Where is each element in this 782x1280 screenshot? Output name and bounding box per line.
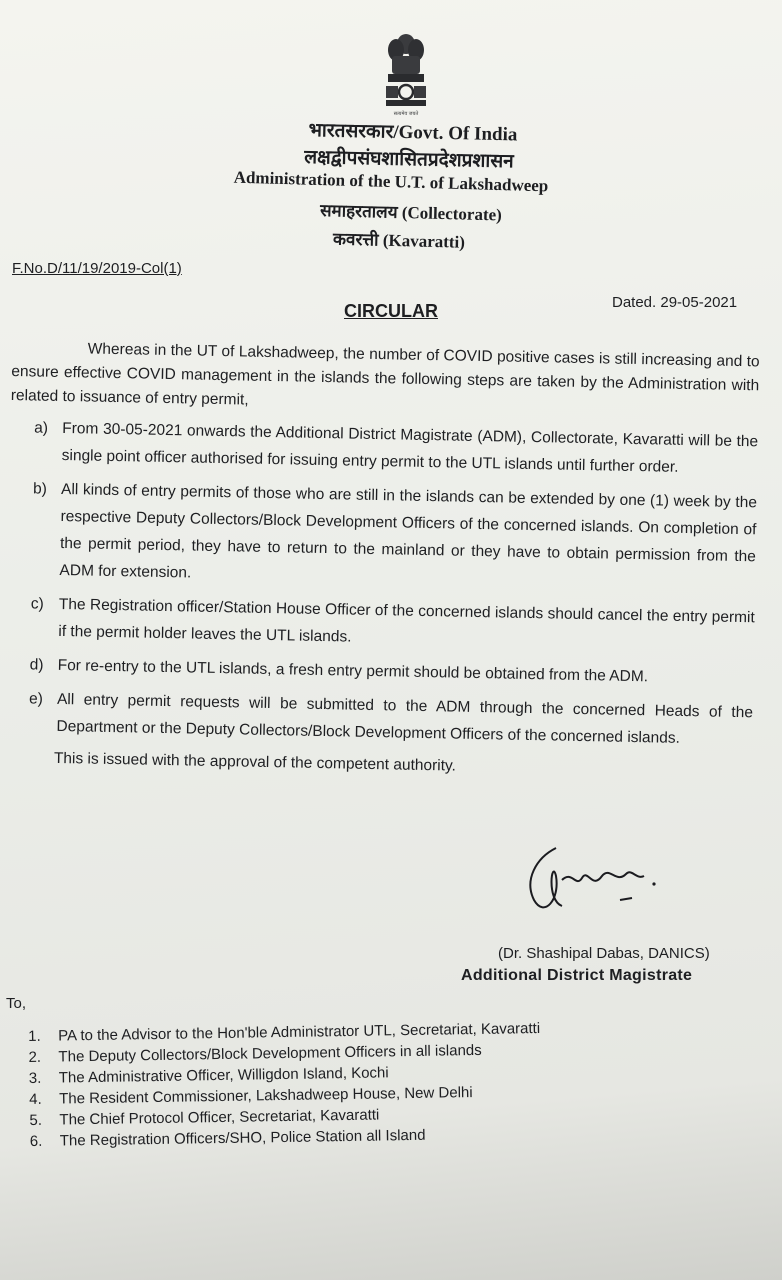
header-kavaratti: कवरत्ती (Kavaratti) <box>332 229 466 252</box>
list-item <box>6 590 755 658</box>
recipient-number: 6. <box>29 1132 43 1150</box>
list-item <box>4 685 753 753</box>
item-label: c) <box>30 595 44 613</box>
item-label: b) <box>32 480 48 498</box>
recipient-number: 3. <box>28 1069 42 1087</box>
circular-body <box>4 336 760 784</box>
recipient-number: 4. <box>29 1090 42 1108</box>
header-hindi-admin: लक्षद्वीपसंघशासितप्रदेशप्रशासन <box>304 146 514 173</box>
approval-statement: This is issued with the approval of the competent authority. <box>53 749 457 775</box>
signatory-designation: Additional District Magistrate <box>461 967 693 984</box>
to-label: To, <box>6 995 27 1012</box>
recipient-text: The Administrative Officer, Willigdon Island, Kochi <box>58 1064 389 1087</box>
signatory-name: (Dr. Shashipal Dabas, DANICS) <box>498 945 710 962</box>
document-date: Dated. 29-05-2021 <box>612 294 738 311</box>
document-title: CIRCULAR <box>344 301 438 321</box>
header-administration: Administration of the U.T. of Lakshadweep <box>233 167 549 196</box>
list-item <box>5 651 753 692</box>
item-text: The Registration officer/Station House Officer of the concerned islands should cancel the entry permit if the permit holder leaves the UTL islands. <box>58 595 755 646</box>
item-text: All entry permit requests will be submitted to the ADM through the concerned Heads of the Department or the Deputy Collectors/Block Development Officers of the concerned islands. <box>56 690 754 747</box>
recipient-text: PA to the Advisor to the Hon'ble Administrator UTL, Secretariat, Kavaratti <box>58 1019 541 1045</box>
recipient-number: 2. <box>28 1048 42 1066</box>
state-emblem-graphic <box>382 26 430 118</box>
recipient-text: The Registration Officers/SHO, Police Station all Island <box>59 1126 426 1150</box>
list-item <box>9 414 758 482</box>
item-text: For re-entry to the UTL islands, a fresh entry permit should be obtained from the ADM. <box>57 656 649 686</box>
item-label: d) <box>29 656 44 674</box>
recipient-text: The Deputy Collectors/Block Development Officers in all islands <box>58 1041 482 1066</box>
signature-icon <box>516 840 666 920</box>
intro-paragraph: Whereas in the UT of Lakshadweep, the number of COVID positive cases is still increasing and to ensure effective COVID management in the islands the following steps are taken by the Administration with related to issuance of entry permit, <box>10 340 760 409</box>
state-emblem-icon <box>382 26 430 118</box>
item-label: e) <box>28 690 43 708</box>
item-text: From 30-05-2021 onwards the Additional District Magistrate (ADM), Collectorate, Kavaratti will be the single point officer authorised for issuing entry permit to the UTL islands until further order. <box>61 419 759 476</box>
recipient-number: 5. <box>29 1111 43 1129</box>
header-collectorate: समाहरतालय (Collectorate) <box>319 201 503 225</box>
header-govt-india: भारतसरकार/Govt. Of India <box>308 120 518 146</box>
recipient-text: The Resident Commissioner, Lakshadweep House, New Delhi <box>59 1084 473 1108</box>
file-number: F.No.D/11/19/2019-Col(1) <box>12 260 182 277</box>
recipient-number: 1. <box>28 1027 41 1045</box>
item-text: All kinds of entry permits of those who are still in the islands can be extended by one (1) week by the respective Deputy Collectors/Block Development Officers of the concerned islands. On completion of the permit period, they have to return to the mainland or they have to obtain permission from the ADM for extension. <box>59 480 758 582</box>
item-label: a) <box>34 419 49 437</box>
recipient-list <box>28 1018 542 1152</box>
emblem-motto: सत्यमेव जयते <box>393 111 419 117</box>
recipient-text: The Chief Protocol Officer, Secretariat, Kavaratti <box>59 1106 380 1129</box>
list-item <box>7 475 757 597</box>
